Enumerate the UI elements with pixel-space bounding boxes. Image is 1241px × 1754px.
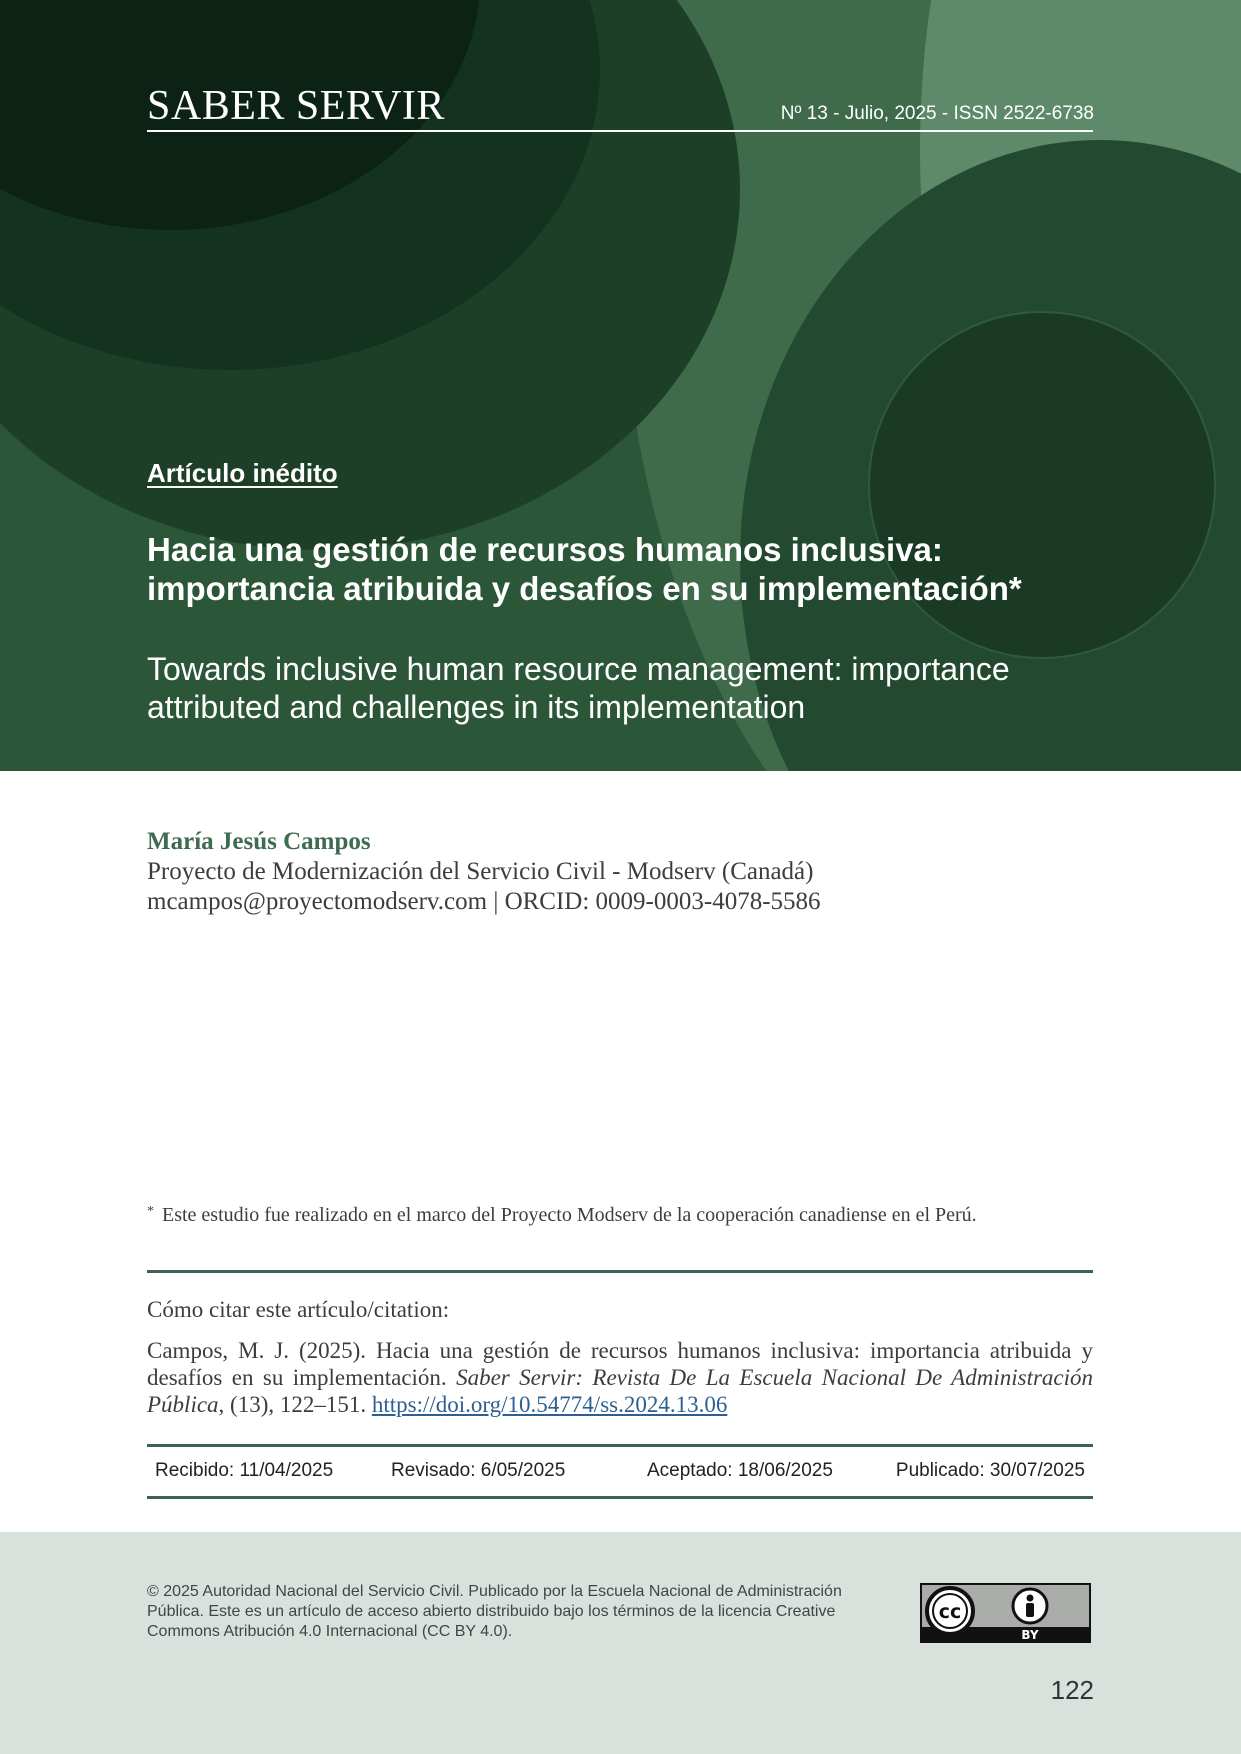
issue-info: Nº 13 - Julio, 2025 - ISSN 2522-6738 [780,103,1094,124]
citation-journal: Saber Servir: Revista De La Escuela Nacional De Administración Pública [147,1365,1094,1417]
page-number: 122 [1050,1675,1094,1705]
hero-content [0,0,1241,771]
author-affiliation: Proyecto de Modernización del Servicio Civil - Modserv (Canadá) [147,858,814,885]
author-name: María Jesús Campos [147,828,371,855]
footnote-mark: * [147,1204,154,1219]
license-text: © 2025 Autoridad Nacional del Servicio Civil. Publicado por la Escuela Nacional de Administración Pública. Este es un artículo de acceso abierto distribuido bajo los términos de la licencia Creative Commons Atribución 4.0 Internacional (CC BY 4.0). [147,1583,842,1640]
divider-top [147,1270,1093,1273]
citation-text-after: , (13), 122–151. [218,1392,372,1417]
publication-dates [147,1460,1093,1486]
divider-dates-top [147,1444,1093,1447]
date-accepted: Aceptado: 18/06/2025 [647,1460,833,1481]
author-contact: mcampos@proyectomodserv.com | ORCID: 0009-0003-4078-5586 [147,888,821,915]
footnote-text: Este estudio fue realizado en el marco del Proyecto Modserv de la cooperación canadiense en el Perú. [162,1204,977,1226]
citation-text [147,1337,1093,1418]
doi-link[interactable]: https://doi.org/10.54774/ss.2024.13.06 [371,1392,728,1417]
footnote [147,1204,977,1227]
citation-text-before: Campos, M. J. (2025). Hacia una gestión de recursos humanos inclusiva: importancia atribuida y desafíos en su implementación. [147,1338,1093,1390]
date-revised: Revisado: 6/05/2025 [391,1460,566,1481]
by-badge-text: BY [1021,1628,1039,1641]
citation-label: Cómo citar este artículo/citation: [147,1297,450,1322]
journal-brand: SABER SERVIR [147,83,445,129]
author-block [147,827,821,917]
article-type-label: Artículo inédito [147,458,338,488]
cc-by-icon [922,1585,1089,1641]
cc-by-license-badge[interactable] [920,1583,1091,1643]
article-title-en: Towards inclusive human resource management: importance attributed and challenges in its implementation [147,651,1010,725]
date-published: Publicado: 30/07/2025 [895,1460,1085,1481]
hero-banner [0,0,1241,771]
divider-dates-bottom [147,1496,1093,1499]
article-title-es: Hacia una gestión de recursos humanos inclusiva: importancia atribuida y desafíos en su implementación* [147,531,1022,607]
header-rule [147,130,1093,132]
date-received: Recibido: 11/04/2025 [155,1460,334,1481]
cc-badge-text: cc [938,1601,962,1623]
